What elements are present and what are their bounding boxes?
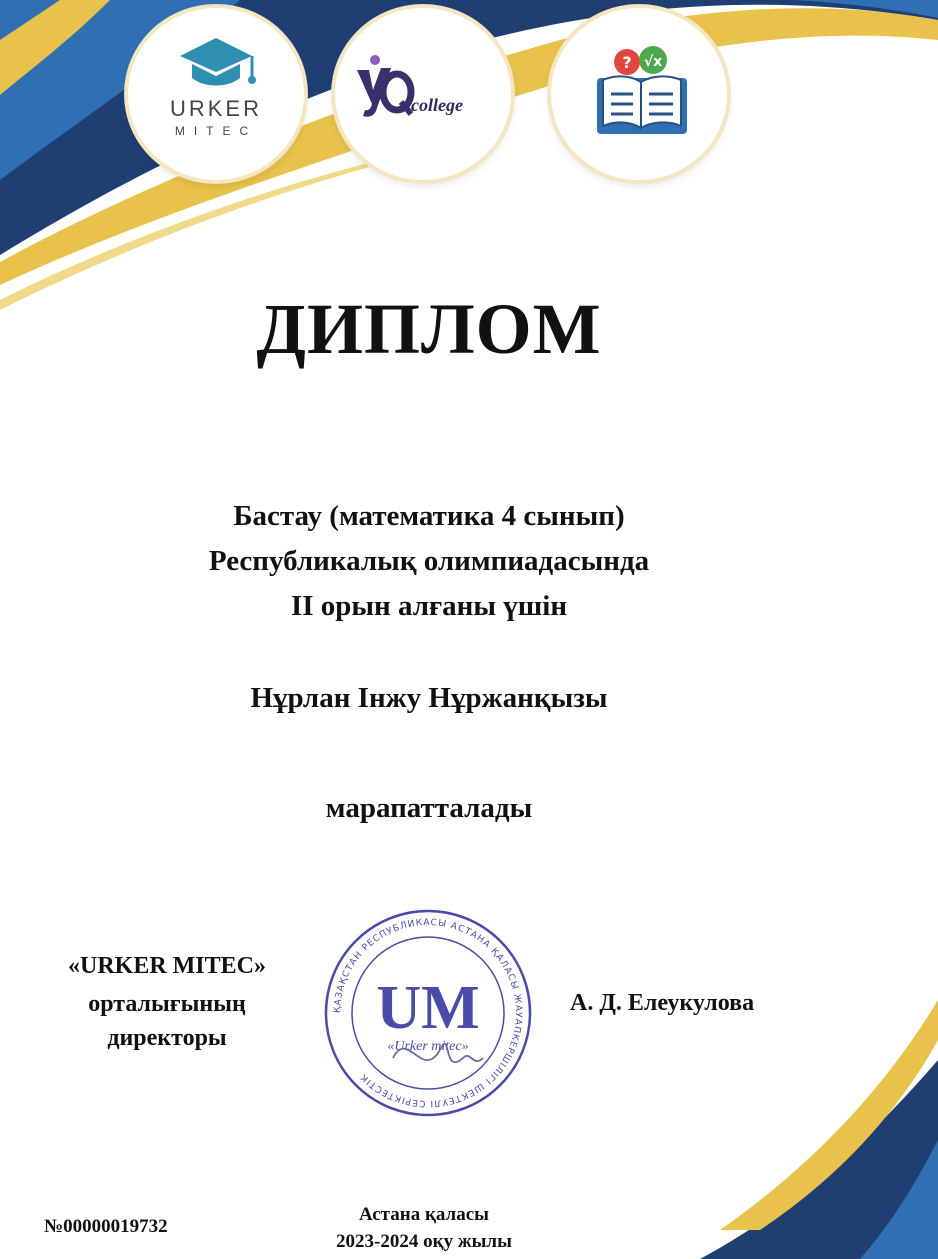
college-word: college — [411, 95, 463, 115]
awarded-text: марапатталады — [325, 792, 533, 824]
svg-text:√x: √x — [643, 54, 663, 70]
svg-text:?: ? — [622, 53, 632, 72]
seal-initials: UM — [376, 974, 480, 1042]
book-logo — [551, 8, 727, 180]
org-name: «URKER MITEC» — [67, 953, 266, 979]
academic-year: 2023-2024 оқу жылы — [336, 1231, 512, 1252]
official-seal — [323, 908, 533, 1118]
director-title: директоры — [107, 1025, 227, 1051]
graduation-cap-icon — [128, 8, 304, 98]
iq-letters-icon — [335, 8, 511, 180]
place-line: II орын алғаны үшін — [290, 590, 568, 622]
director-name: А. Д. Елеукулова — [570, 990, 755, 1016]
open-book-icon — [551, 8, 727, 180]
awardee-name: Нұрлан Інжу Нұржанқызы — [250, 682, 608, 714]
diploma-title: ДИПЛОМ — [256, 289, 602, 369]
competition-line: Бастау (математика 4 сынып) — [233, 500, 625, 532]
seal-ring-text: ҚАЗАҚСТАН РЕСПУБЛИКАСЫ АСТАНА ҚАЛАСЫ ЖАУАПКЕРШІЛІГІ ШЕКТЕУЛІ СЕРІКТЕСТІК — [332, 917, 524, 1109]
olympiad-line: Республикалық олимпиадасында — [208, 545, 650, 577]
city: Астана қаласы — [359, 1204, 489, 1225]
document-number: №00000019732 — [44, 1216, 168, 1237]
urker-mitec-logo — [128, 8, 304, 180]
iq-college-logo — [335, 8, 511, 180]
urker-logo-name: URKER — [169, 96, 262, 121]
urker-logo-sub: MITEC — [174, 124, 258, 138]
seal-name: «Urker mitec» — [387, 1039, 469, 1054]
org-center-label: орталығының — [88, 991, 246, 1017]
